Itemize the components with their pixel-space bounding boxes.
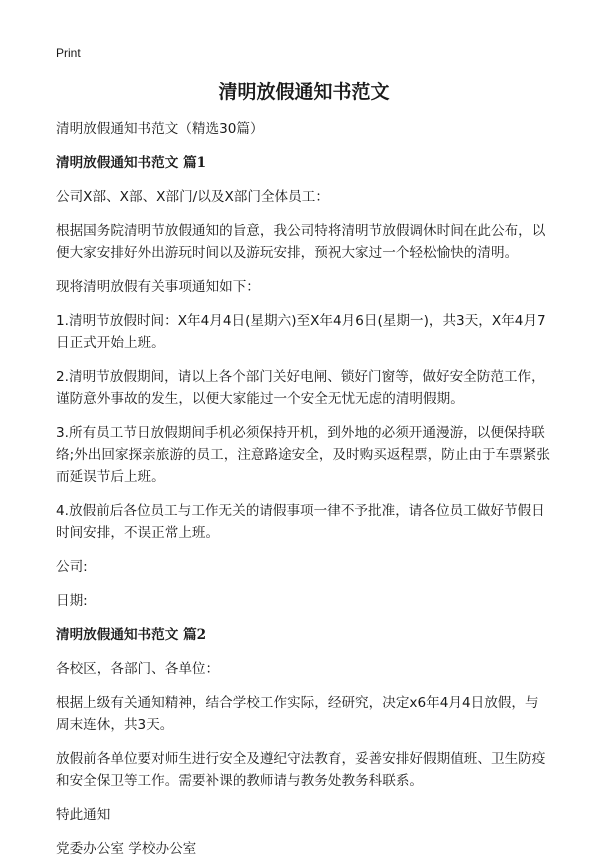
section-1-item-3: 3.所有员工节日放假期间手机必须保持开机，到外地的必须开通漫游，以便保持联络;外出回家探亲旅游的员工，注意路途安全，及时购买返程票，防止由于车票紧张而延误节后上班。	[56, 425, 550, 485]
section-1-company: 公司:	[56, 559, 88, 575]
section-2-salutation: 各校区，各部门、各单位：	[56, 661, 220, 677]
section-1-salutation: 公司X部、X部、X部门/以及X部门全体员工：	[56, 189, 329, 205]
section-1-heading: 清明放假通知书范文 篇1	[56, 155, 207, 171]
print-label: Print	[56, 46, 81, 60]
section-2-heading: 清明放假通知书范文 篇2	[56, 627, 207, 643]
section-2-signature: 党委办公室 学校办公室	[56, 841, 197, 857]
section-1-intro: 根据国务院清明节放假通知的旨意，我公司特将清明节放假调休时间在此公布，以便大家安排好外出游玩时间以及游玩安排，预祝大家过一个轻松愉快的清明。	[56, 223, 546, 261]
section-1-item-2: 2.清明节放假期间，请以上各个部门关好电闸、锁好门窗等，做好安全防范工作，谨防意外事故的发生，以便大家能过一个安全无忧无虑的清明假期。	[56, 369, 545, 407]
section-1-item-1: 1.清明节放假时间：X年4月4日(星期六)至X年4月6日(星期一)，共3天，X年4月7日正式开始上班。	[56, 313, 546, 351]
section-1-date: 日期:	[56, 593, 88, 609]
section-1-lead: 现将清明放假有关事项通知如下：	[56, 279, 260, 295]
section-2-para-2: 放假前各单位要对师生进行安全及遵纪守法教育，妥善安排好假期值班、卫生防疫和安全保卫等工作。需要补课的教师请与教务处教务科联系。	[56, 751, 546, 789]
document-subtitle: 清明放假通知书范文（精选30篇）	[56, 121, 264, 137]
page-title: 清明放假通知书范文	[218, 81, 390, 103]
section-2-para-1: 根据上级有关通知精神，结合学校工作实际，经研究，决定x6年4月4日放假，与周末连休，共3天。	[56, 695, 539, 733]
section-2-notice: 特此通知	[56, 807, 111, 823]
section-1-item-4: 4.放假前后各位员工与工作无关的请假事项一律不予批准，请各位员工做好节假日时间安排，不误正常上班。	[56, 503, 545, 541]
